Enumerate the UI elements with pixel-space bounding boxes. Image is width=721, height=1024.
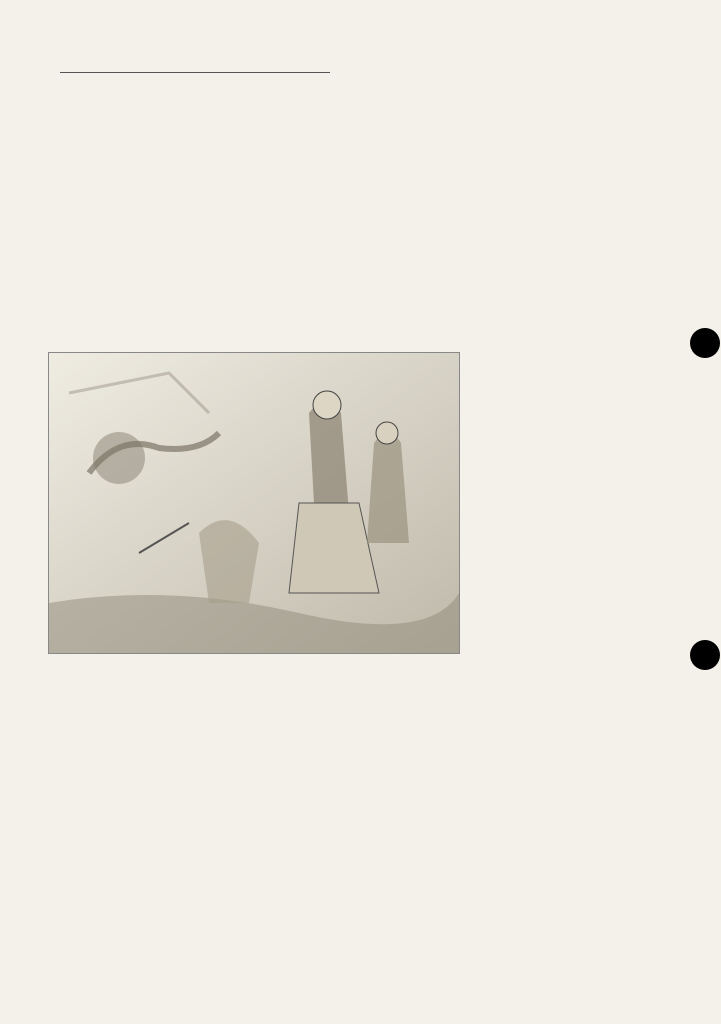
margin-dot	[690, 640, 720, 670]
painting-image	[49, 353, 459, 653]
margin-dot	[690, 328, 720, 358]
illustration	[48, 352, 460, 654]
section-divider	[60, 72, 330, 73]
